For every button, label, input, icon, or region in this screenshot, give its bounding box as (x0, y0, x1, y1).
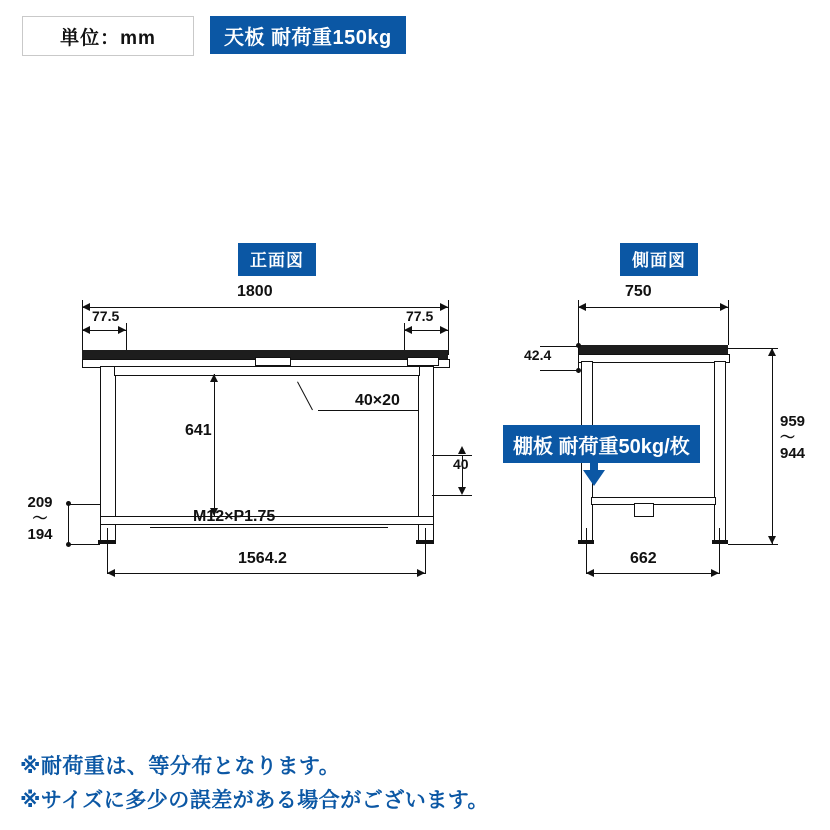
side-view-title-label: 側面図 (632, 251, 686, 270)
side-foot-right (712, 540, 728, 544)
side-height-top: 959 (780, 413, 806, 430)
top-load-badge (210, 16, 406, 54)
front-leg-height-dimline (214, 374, 215, 516)
shelf-load-badge-label: 棚板 耐荷重50kg/枚 (513, 435, 690, 458)
front-footspan-arrow-right (417, 569, 425, 577)
front-upper-rail (114, 366, 420, 376)
front-footspan-value: 1564.2 (238, 550, 287, 567)
front-inset-left-ext (126, 323, 127, 353)
side-thickness-ext-bottom (540, 370, 580, 371)
front-width-ext-right (448, 300, 449, 355)
side-height-tilde: 〜 (780, 428, 796, 446)
side-depth-dimline (578, 307, 728, 308)
side-view-title (620, 243, 698, 276)
front-leg-height-arrow-up (210, 374, 218, 382)
side-height-dimline (772, 348, 773, 544)
side-height-range (780, 414, 826, 461)
side-thickness-ext-top (540, 346, 580, 347)
front-rail-offset-ext-bottom (432, 495, 472, 496)
side-depth-arrow-left (578, 303, 586, 311)
side-leg-right (714, 361, 726, 542)
side-shelf-bracket (634, 503, 654, 517)
front-view-title-label: 正面図 (250, 251, 304, 270)
top-load-badge-label: 天板 耐荷重150kg (224, 26, 392, 49)
front-width-value: 1800 (237, 283, 273, 300)
front-footspan-arrow-left (107, 569, 115, 577)
front-width-arrow-right (440, 303, 448, 311)
side-footdepth-value: 662 (630, 550, 657, 567)
front-adjuster-label: M12×P1.75 (193, 508, 276, 525)
side-footdepth-ext-right (719, 528, 720, 574)
front-adjust-range-bottom: 194 (27, 525, 53, 543)
front-footspan-ext-left (107, 528, 108, 574)
front-inset-right-value: 77.5 (406, 308, 434, 324)
side-tabletop-edge (578, 354, 730, 363)
side-footdepth-arrow-right (711, 569, 719, 577)
front-width-dimline (82, 307, 448, 308)
front-frame-size-leader-angle (297, 382, 313, 411)
side-depth-arrow-right (720, 303, 728, 311)
side-footdepth-arrow-left (586, 569, 594, 577)
side-height-ext-bottom (728, 544, 778, 545)
side-depth-value: 750 (625, 283, 652, 300)
front-adjust-range-top: 209 (27, 494, 53, 511)
front-leg-height-value: 641 (185, 422, 212, 439)
side-depth-ext-right (728, 300, 729, 345)
unit-label-box (22, 16, 194, 56)
front-adjuster-leader (150, 527, 388, 528)
front-fixture-right (407, 357, 439, 366)
front-fixture-left (255, 357, 291, 366)
note-size-tolerance: ※サイズに多少の誤差がある場合がございます。 (20, 789, 490, 812)
front-adjust-range (18, 495, 62, 542)
front-adjust-range-ext-top (68, 504, 100, 505)
front-inset-right-arrow-r (440, 326, 448, 334)
front-footspan-dimline (107, 573, 425, 574)
unit-label: 単位：mm (60, 27, 156, 49)
front-adjust-range-dimline (68, 503, 69, 545)
side-height-ext-top (728, 348, 778, 349)
front-rail-offset-arrow-up (458, 446, 466, 454)
front-inset-left-arrow-l (82, 326, 90, 334)
front-adjust-range-ext-bottom (68, 544, 100, 545)
front-rail-offset-arrow-down (458, 487, 466, 495)
side-height-arrow-down (768, 536, 776, 544)
front-frame-size-leader (318, 410, 418, 411)
front-inset-right-arrow-l (404, 326, 412, 334)
front-inset-left-value: 77.5 (92, 308, 120, 324)
side-height-arrow-up (768, 348, 776, 356)
shelf-arrow-icon (583, 470, 605, 486)
side-thickness-value: 42.4 (524, 347, 552, 363)
front-inset-left-arrow-r (118, 326, 126, 334)
side-footdepth-ext-left (586, 528, 587, 574)
front-footspan-ext-right (425, 528, 426, 574)
side-depth-ext-left (578, 300, 579, 345)
front-frame-size-value: 40×20 (355, 392, 400, 409)
note-load-distribution: ※耐荷重は、等分布となります。 (20, 755, 341, 778)
side-footdepth-dimline (586, 573, 719, 574)
front-view-title (238, 243, 316, 276)
side-height-bottom: 944 (780, 444, 806, 462)
shelf-load-badge (503, 425, 700, 463)
front-adjust-range-tilde: 〜 (32, 509, 48, 527)
front-width-arrow-left (82, 303, 90, 311)
side-tabletop-surface (578, 345, 728, 354)
front-inset-right-ext (404, 323, 405, 353)
front-rail-offset-value: 40 (453, 456, 469, 472)
